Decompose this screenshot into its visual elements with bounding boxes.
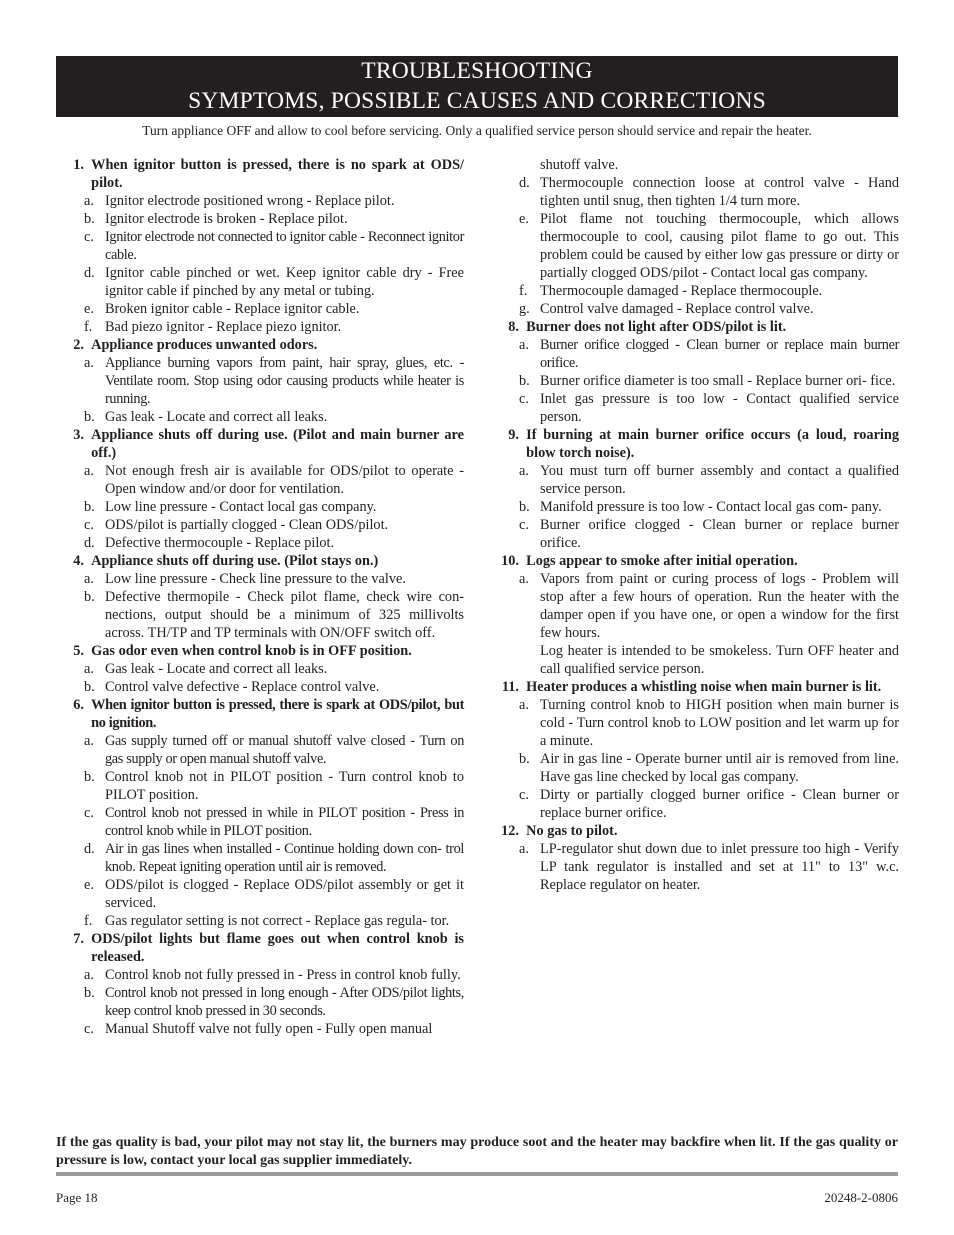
sub-text: Burner orifice clogged - Clean burner or replace burner orifice. [540,517,899,551]
sub-text: Pilot flame not touching thermocouple, which allows thermocouple to cool, causing pilot flame to go out. This problem could be caused by either low gas pressure or dirty or partially clogged ODS/pilot - Contact local gas company. [540,211,899,281]
sub-letter: b. [84,211,95,227]
sub-letter: a. [519,841,529,857]
sub-letter: a. [519,571,529,587]
sub-text: Control knob not pressed in long enough - After ODS/pilot lights, keep control knob pressed in 30 seconds. [105,985,464,1019]
sub-letter: c. [84,517,94,533]
sub-letter: f. [84,913,93,929]
page-subtitle: SYMPTOMS, POSSIBLE CAUSES AND CORRECTIONS [188,88,766,114]
item-title: No gas to pilot. [526,823,618,839]
gas-quality-warning: If the gas quality is bad, your pilot may not stay lit, the burners may produce soot and the heater may backfire when lit. If the gas quality or pressure is low, contact your local gas supplier immediately. [56,1135,898,1168]
sub-letter: c. [519,787,529,803]
document-number: 20248-2-0806 [824,1190,898,1205]
footer-divider [56,1172,898,1176]
sub-letter: a. [84,571,94,587]
item-number: 9. [508,427,519,443]
sub-letter: b. [84,679,95,695]
list-item [60,930,464,1038]
sub-text: Gas regulator setting is not correct - Replace gas regula- tor. [105,913,450,929]
sub-text: Burner orifice diameter is too small - Replace burner ori- fice. [540,373,896,389]
sub-text: Gas supply turned off or manual shutoff valve closed - Turn on gas supply or open manual shutoff valve. [105,733,464,767]
title-banner [56,56,898,117]
list-item [60,336,464,426]
sub-text: Control knob not fully pressed in - Press in control knob fully. [105,967,461,983]
sub-letter: c. [519,517,529,533]
item-number: 7. [73,931,84,947]
item-title: Appliance shuts off during use. (Pilot and main burner are off.) [91,427,464,461]
sub-text: Control valve defective - Replace control valve. [105,679,380,695]
sub-letter: b. [519,751,530,767]
sub-letter: b. [519,499,530,515]
item-number: 4. [73,553,84,569]
left-column [60,156,464,1038]
sub-text: Low line pressure - Check line pressure to the valve. [105,571,406,587]
sub-letter: a. [84,193,94,209]
item-title: If burning at main burner orifice occurs (a loud, roaring blow torch noise). [526,427,899,461]
sub-letter: f. [519,283,528,299]
sub-letter: a. [519,463,529,479]
sub-text: Ignitor cable pinched or wet. Keep ignitor cable dry - Free ignitor cable if pinched by any metal or tubing. [105,265,464,299]
sub-text: Manual Shutoff valve not fully open - Fully open manual [105,1021,433,1037]
sub-text: Ignitor electrode positioned wrong - Replace pilot. [105,193,395,209]
item-title: Appliance produces unwanted odors. [91,337,318,353]
list-item [490,426,899,552]
sub-letter: d. [84,535,95,551]
sub-letter: e. [84,301,94,317]
sub-text: LP-regulator shut down due to inlet pressure too high - Verify LP tank regulator is installed and set at 11" to 13" w.c. Replace regulator on heater. [540,841,899,893]
item-title: Logs appear to smoke after initial operation. [526,553,798,569]
item-title: When ignitor button is pressed, there is spark at ODS/pilot, but no ignition. [91,697,464,731]
sub-letter: b. [519,373,530,389]
sub-letter: d. [84,265,95,281]
sub-text: Defective thermopile - Check pilot flame, check wire con- nections, output should be a minimum of 325 millivolts across. TH/TP and TP terminals with ON/OFF switch off. [105,589,464,641]
item-title: Burner does not light after ODS/pilot is lit. [526,319,787,335]
sub-text: Manifold pressure is too low - Contact local gas com- pany. [540,499,882,515]
sub-letter: a. [84,733,94,749]
sub-letter: a. [84,967,94,983]
sub-letter: e. [84,877,94,893]
sub-text-continued: shutoff valve. [540,157,619,173]
sub-letter: g. [519,301,530,317]
sub-letter: f. [84,319,93,335]
intro-text: Turn appliance OFF and allow to cool before servicing. Only a qualified service person should service and repair the heater. [142,123,812,138]
sub-text: Air in gas line - Operate burner until air is removed from line. Have gas line checked by local gas company. [540,751,899,785]
sub-letter: c. [519,391,529,407]
item-number: 12. [501,823,519,839]
item-title: Heater produces a whistling noise when main burner is lit. [526,679,882,695]
item-title: ODS/pilot lights but flame goes out when control knob is released. [91,931,464,965]
list-item [60,156,464,336]
right-column [490,156,899,894]
sub-text: ODS/pilot is clogged - Replace ODS/pilot assembly or get it serviced. [105,877,464,911]
page-title: TROUBLESHOOTING [361,58,593,84]
sub-letter: a. [519,337,529,353]
sub-text-continued: Log heater is intended to be smokeless. Turn OFF heater and call qualified service person. [540,643,899,677]
sub-text: Turning control knob to HIGH position when main burner is cold - Turn control knob to LOW position and let warm up for a minute. [540,697,899,749]
sub-text: Vapors from paint or curing process of logs - Problem will stop after a few hours of operation. Run the heater with the damper open if you have one, or open a window for the first few hours. [540,571,899,641]
sub-text: Thermocouple connection loose at control valve - Hand tighten until snug, then tighten 1/4 turn more. [540,175,899,209]
page-number: Page 18 [56,1190,98,1205]
sub-text: Control valve damaged - Replace control valve. [540,301,814,317]
item-number: 1. [73,157,84,173]
sub-text: Ignitor electrode not connected to ignitor cable - Reconnect ignitor cable. [105,229,464,263]
sub-letter: b. [84,589,95,605]
list-item [490,678,899,822]
list-item [60,696,464,930]
sub-text: ODS/pilot is partially clogged - Clean ODS/pilot. [105,517,389,533]
sub-letter: a. [519,697,529,713]
sub-letter: c. [84,1021,94,1037]
item-title: When ignitor button is pressed, there is no spark at ODS/ pilot. [91,157,464,191]
list-item [60,552,464,642]
list-item [60,426,464,552]
sub-text: Dirty or partially clogged burner orifice - Clean burner or replace burner orifice. [540,787,899,821]
sub-text: You must turn off burner assembly and contact a qualified service person. [540,463,899,497]
sub-text: Gas leak - Locate and correct all leaks. [105,661,328,677]
item-title: Appliance shuts off during use. (Pilot stays on.) [91,553,379,569]
sub-text: Low line pressure - Contact local gas company. [105,499,377,515]
sub-text: Ignitor electrode is broken - Replace pilot. [105,211,348,227]
sub-text: Control knob not pressed in while in PILOT position - Press in control knob while in PILOT position. [105,805,464,839]
list-item [490,552,899,678]
sub-letter: a. [84,661,94,677]
sub-letter: b. [84,499,95,515]
item-number: 8. [508,319,519,335]
sub-letter: b. [84,409,95,425]
sub-letter: a. [84,355,94,371]
item-number: 2. [73,337,84,353]
item-number: 6. [73,697,84,713]
item-number: 3. [73,427,84,443]
sub-text: Inlet gas pressure is too low - Contact qualified service person. [540,391,899,425]
item-number: 11. [501,679,519,695]
sub-letter: a. [84,463,94,479]
list-item [490,822,899,894]
sub-text: Appliance burning vapors from paint, hair spray, glues, etc. - Ventilate room. Stop using odor causing products while heater is running. [105,355,464,407]
item-number: 5. [73,643,84,659]
sub-letter: b. [84,769,95,785]
sub-text: Burner orifice clogged - Clean burner or replace main burner orifice. [540,337,899,371]
sub-text: Bad piezo ignitor - Replace piezo ignitor. [105,319,342,335]
sub-letter: d. [519,175,530,191]
sub-text: Thermocouple damaged - Replace thermocouple. [540,283,823,299]
sub-text: Air in gas lines when installed - Continue holding down con- trol knob. Repeat igniting operation until air is removed. [105,841,464,875]
sub-letter: c. [84,229,94,245]
sub-text: Broken ignitor cable - Replace ignitor cable. [105,301,360,317]
sub-letter: b. [84,985,95,1001]
sub-text: Defective thermocouple - Replace pilot. [105,535,335,551]
sub-text: Control knob not in PILOT position - Turn control knob to PILOT position. [105,769,464,803]
sub-letter: e. [519,211,529,227]
sub-letter: c. [84,805,94,821]
list-item [60,642,464,696]
sub-text: Gas leak - Locate and correct all leaks. [105,409,328,425]
sub-text: Not enough fresh air is available for ODS/pilot to operate - Open window and/or door for ventilation. [105,463,464,497]
item-number: 10. [501,553,519,569]
sub-letter: d. [84,841,95,857]
item-title: Gas odor even when control knob is in OFF position. [91,643,412,659]
list-item [490,318,899,426]
